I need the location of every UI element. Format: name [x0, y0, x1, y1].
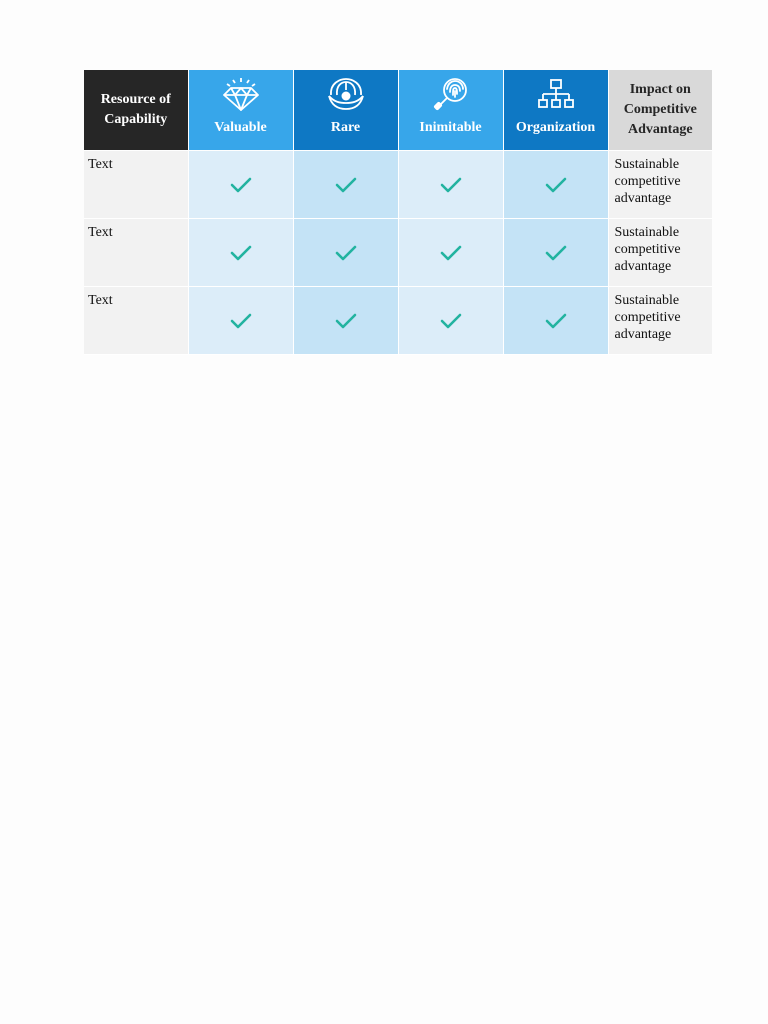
impact-cell: Sustainable competitive advantage — [608, 151, 712, 219]
header-rare — [293, 70, 398, 151]
organization-check-cell — [503, 287, 608, 355]
header-resource-of-capability: Resource of Capability — [84, 70, 188, 151]
rare-check-cell — [293, 219, 398, 287]
valuable-check-cell — [188, 219, 293, 287]
header-row — [84, 70, 712, 151]
checkmark-icon — [439, 176, 463, 194]
valuable-check-cell — [188, 151, 293, 219]
inimitable-check-cell — [398, 151, 503, 219]
checkmark-icon — [229, 176, 253, 194]
inimitable-check-cell — [398, 287, 503, 355]
table-row — [84, 219, 712, 287]
table-row — [84, 287, 712, 355]
table-row — [84, 151, 712, 219]
inimitable-check-cell — [398, 219, 503, 287]
checkmark-icon — [544, 176, 568, 194]
resource-cell: Text — [84, 287, 188, 355]
checkmark-icon — [544, 312, 568, 330]
organization-check-cell — [503, 219, 608, 287]
checkmark-icon — [334, 312, 358, 330]
header-impact-on-competitive-advantage: Impact on Competitive Advantage — [608, 70, 712, 151]
checkmark-icon — [229, 244, 253, 262]
header-inimitable — [398, 70, 503, 151]
header-inimitable-label: Inimitable — [419, 120, 482, 135]
checkmark-icon — [334, 244, 358, 262]
rare-check-cell — [293, 151, 398, 219]
resource-cell: Text — [84, 219, 188, 287]
organization-check-cell — [503, 151, 608, 219]
checkmark-icon — [544, 244, 568, 262]
header-organization — [503, 70, 608, 151]
header-organization-label: Organization — [515, 120, 596, 135]
checkmark-icon — [334, 176, 358, 194]
checkmark-icon — [229, 312, 253, 330]
pearl-shell-icon — [326, 77, 366, 111]
vrio-table — [84, 70, 712, 355]
checkmark-icon — [439, 312, 463, 330]
header-valuable — [188, 70, 293, 151]
checkmark-icon — [439, 244, 463, 262]
fingerprint-magnifier-icon — [431, 77, 471, 111]
header-rare-label: Rare — [330, 120, 361, 135]
valuable-check-cell — [188, 287, 293, 355]
resource-cell: Text — [84, 151, 188, 219]
rare-check-cell — [293, 287, 398, 355]
diamond-icon — [221, 77, 261, 111]
org-chart-icon — [536, 77, 576, 111]
impact-cell: Sustainable competitive advantage — [608, 287, 712, 355]
header-valuable-label: Valuable — [214, 120, 267, 135]
impact-cell: Sustainable competitive advantage — [608, 219, 712, 287]
